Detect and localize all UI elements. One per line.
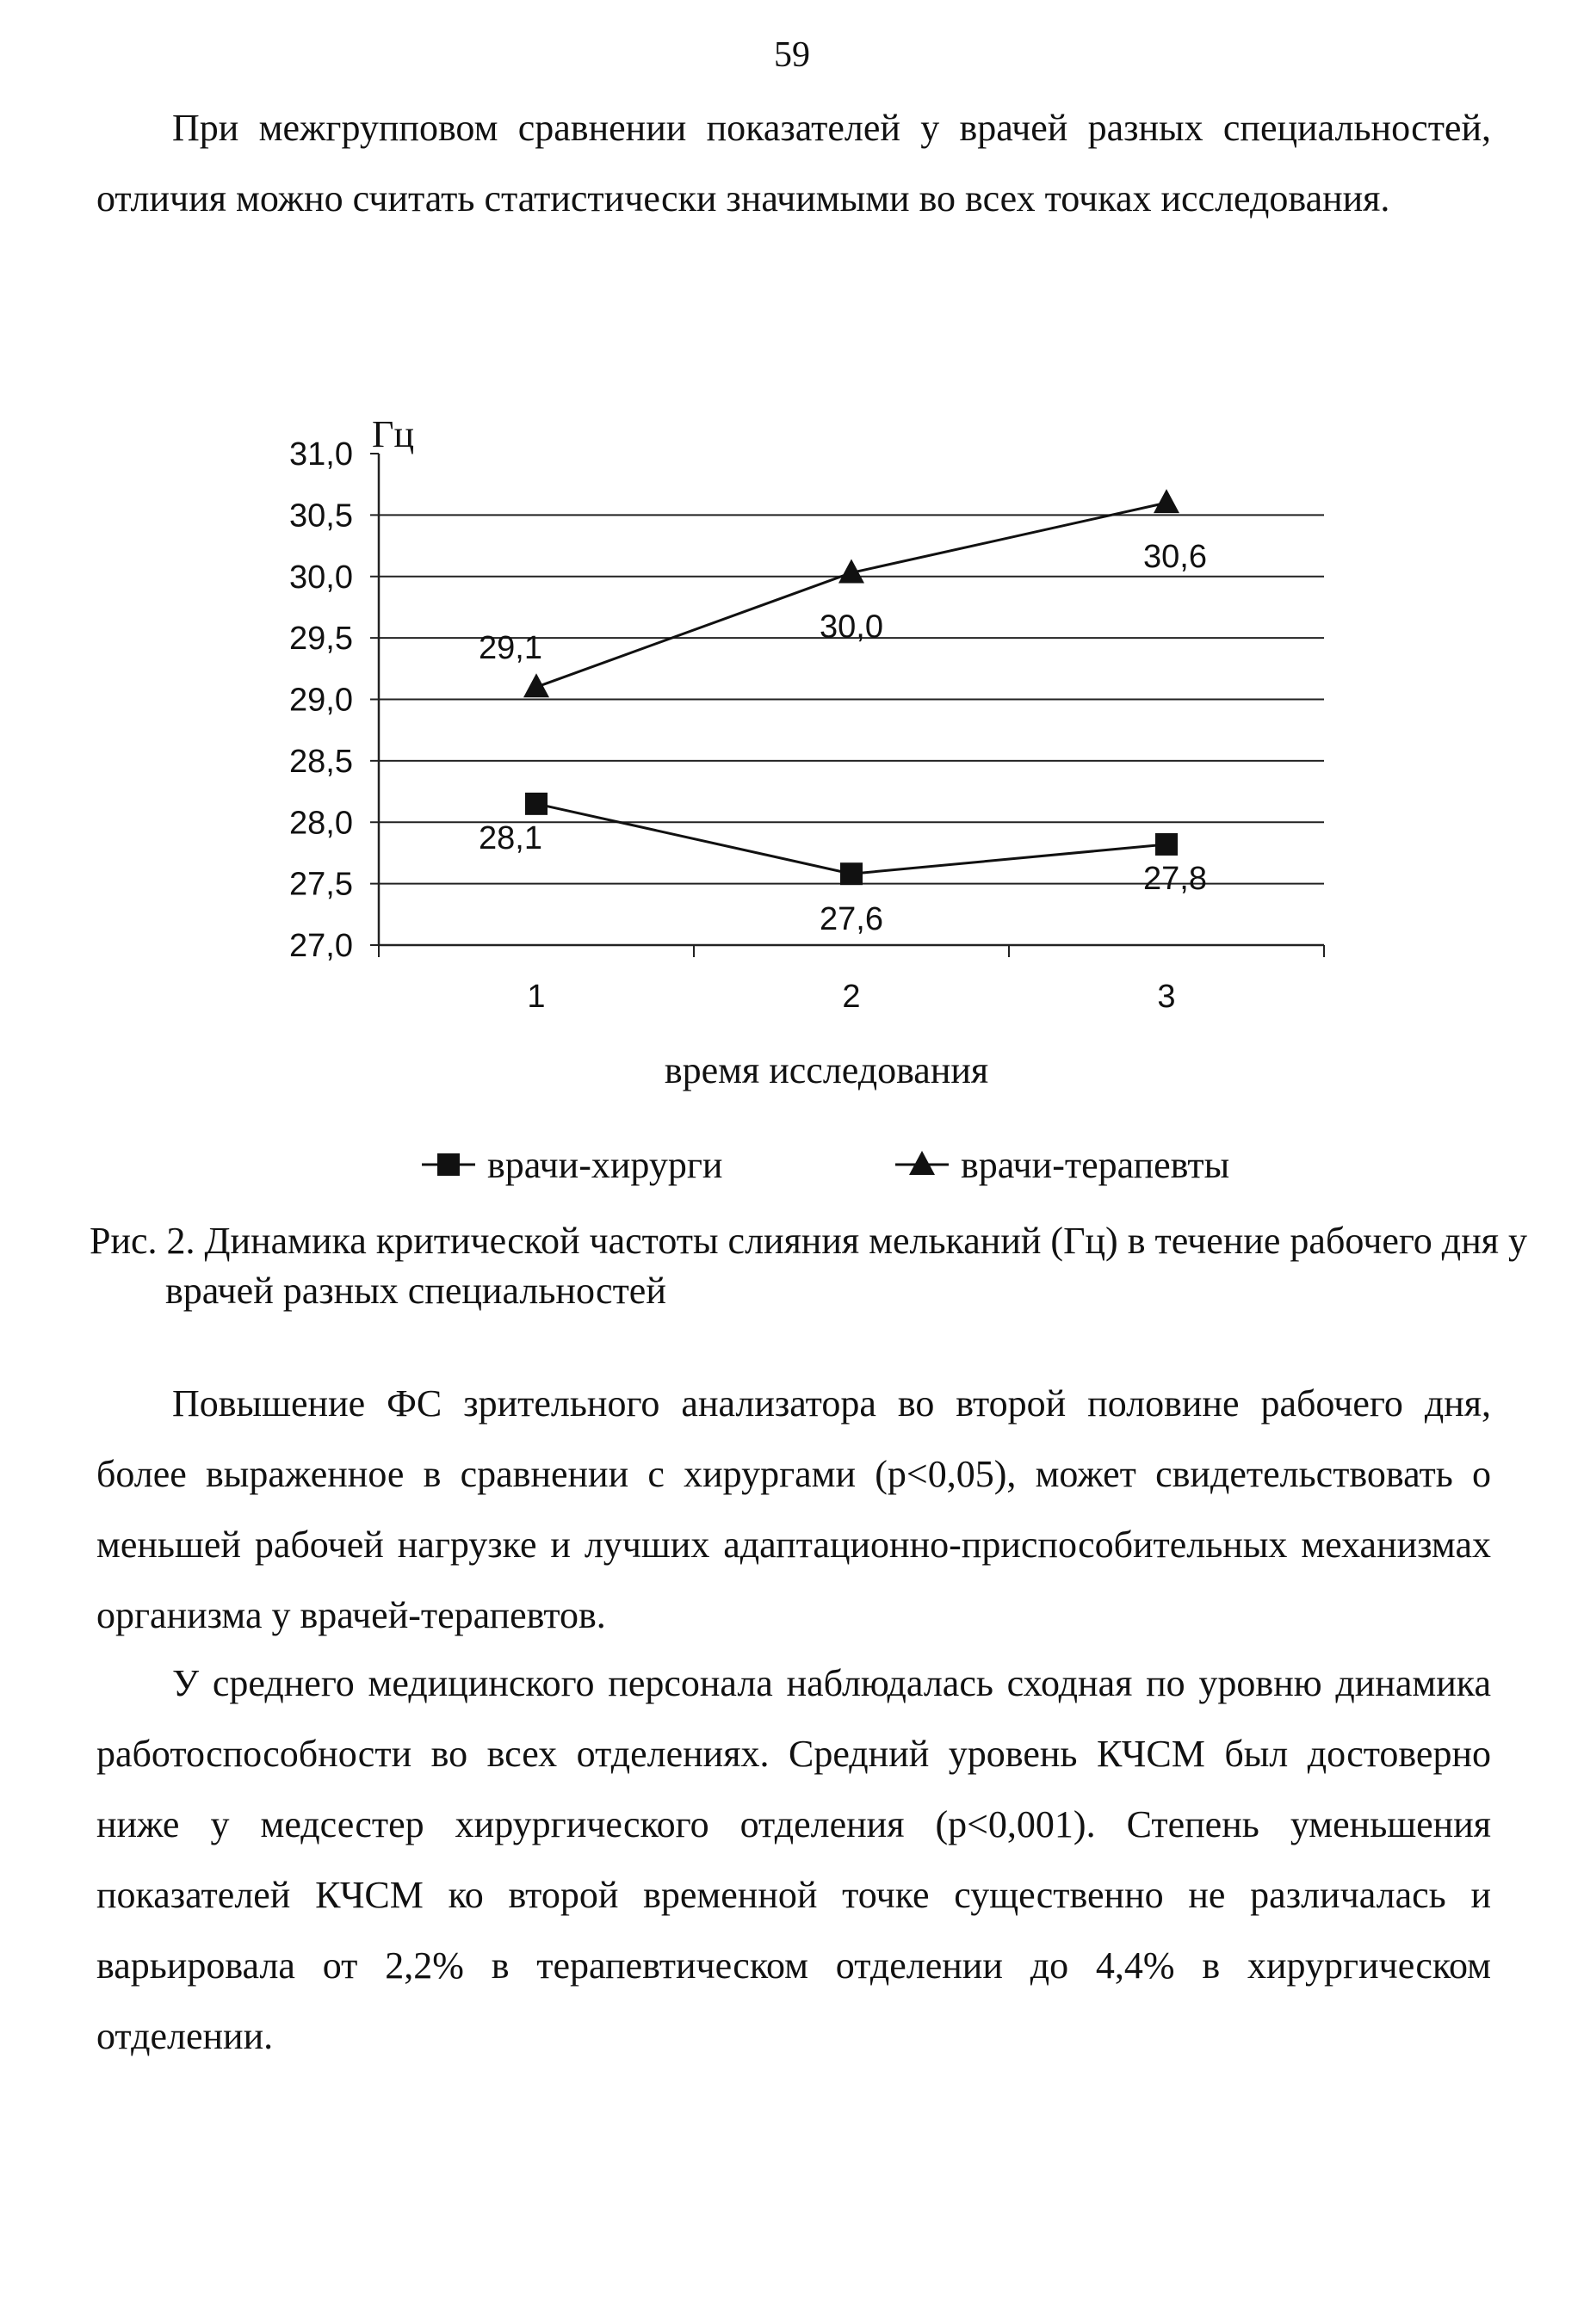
y-tick-label: 29,0 <box>289 682 353 719</box>
data-point <box>523 673 549 697</box>
data-label: 28,1 <box>479 819 542 856</box>
paragraph-intro: При межгрупповом сравнении показателей у врачей разных специальностей, отличия можно считать статистически значимыми во всех точках исследования. <box>96 107 1491 219</box>
y-tick-label: 31,0 <box>289 436 353 473</box>
data-label: 30,0 <box>820 609 883 646</box>
series-surgeons <box>479 793 1207 937</box>
data-label: 29,1 <box>479 630 542 667</box>
y-tick-label: 28,5 <box>289 743 353 780</box>
series-therapists <box>479 489 1207 697</box>
x-axis-title: время исследования <box>664 1049 989 1091</box>
x-tick-label: 2 <box>842 979 861 1015</box>
legend-label: врачи-терапевты <box>961 1144 1230 1186</box>
paragraph-discussion: Повышение ФС зрительного анализатора во второй половине рабочего дня, более выраженное в сравнении с хирургами (р<0,05), может свидетельствовать о меньшей рабочей нагрузке и лучших адаптационно-приспособительных механизмах организма у врачей-терапевтов. <box>96 1382 1491 1636</box>
legend-marker <box>909 1151 935 1175</box>
y-axis-unit: Гц <box>372 413 414 455</box>
y-tick-label: 28,0 <box>289 805 353 842</box>
page-number: 59 <box>774 35 810 75</box>
data-label: 27,8 <box>1143 860 1207 897</box>
y-tick-label: 30,0 <box>289 559 353 596</box>
chart-legend <box>422 1144 1229 1186</box>
y-tick-label: 30,5 <box>289 498 353 535</box>
y-tick-label: 27,5 <box>289 866 353 903</box>
y-tick-label: 29,5 <box>289 621 353 658</box>
legend-label: врачи-хирурги <box>487 1144 723 1186</box>
x-tick-label: 3 <box>1157 979 1176 1015</box>
data-point <box>1154 489 1179 513</box>
figure-caption: Рис. 2. Динамика критической частоты слияния мельканий (Гц) в течение рабочего дня у врачей разных специальностей <box>90 1220 1527 1312</box>
data-point <box>525 793 548 815</box>
paragraph-nurses: У среднего медицинского персонала наблюдалась сходная по уровню динамика работоспособности во всех отделениях. Средний уровень КЧСМ был достоверно ниже у медсестер хирургического отделения (р<0,001). Степень уменьшения показателей КЧСМ ко второй временной точке существенно не различалась и варьировала от 2,2% в терапевтическом отделении до 4,4% в хирургическом отделении. <box>96 1662 1491 2057</box>
data-point <box>840 862 863 885</box>
data-label: 27,6 <box>820 901 883 938</box>
legend-marker <box>437 1153 460 1176</box>
data-label: 30,6 <box>1143 539 1207 576</box>
y-tick-label: 27,0 <box>289 928 353 964</box>
chart-series <box>479 489 1207 937</box>
x-tick-label: 1 <box>527 979 546 1015</box>
series-line <box>536 503 1166 687</box>
data-point <box>1155 833 1178 856</box>
